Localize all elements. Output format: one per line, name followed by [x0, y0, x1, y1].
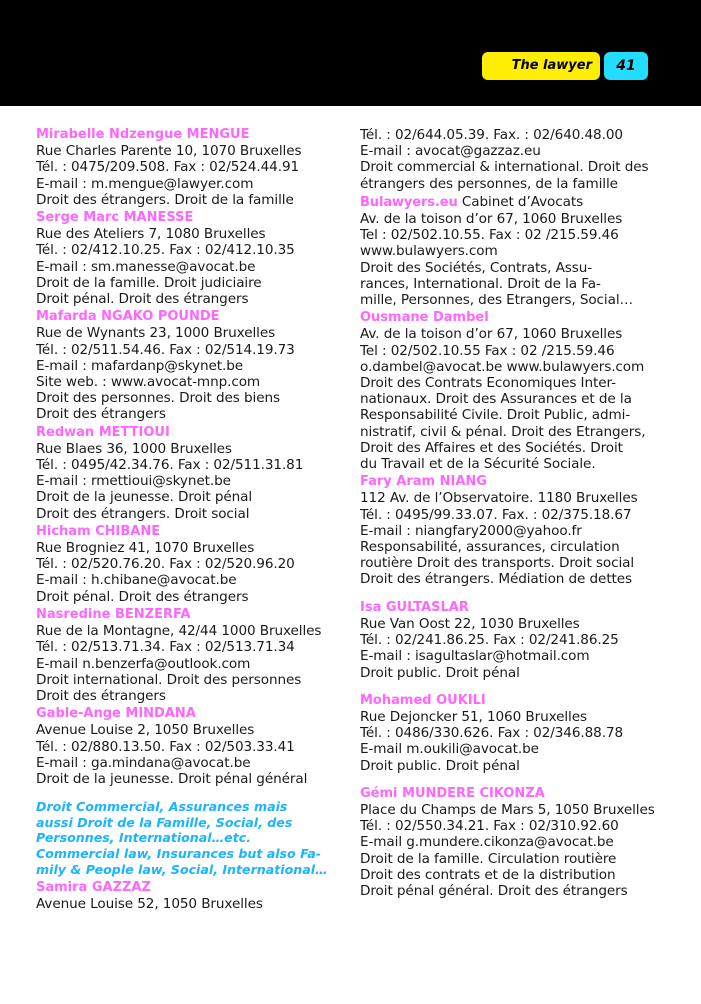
note-line: aussi Droit de la Famille, Social, des — [36, 814, 293, 830]
entry-line: Droit des Sociétés, Contrats, Assu- — [360, 259, 593, 276]
entry-line: Rue Charles Parente 10, 1070 Bruxelles — [36, 143, 302, 160]
practice-areas-note — [36, 799, 354, 877]
lawyer-entry — [360, 310, 680, 472]
entry-line: Avenue Louise 2, 1050 Bruxelles — [36, 722, 255, 739]
note-line: mily & People law, Social, International… — [36, 861, 328, 877]
lawyer-entry — [360, 786, 680, 899]
entry-line: E-mail : sm.manesse@avocat.be — [36, 258, 256, 275]
note-line: Commercial law, Insurances but also Fa- — [36, 845, 321, 861]
lawyer-name: Ousmane Dambel — [360, 310, 489, 326]
entry-line: Rue Dejoncker 51, 1060 Bruxelles — [360, 708, 587, 725]
spacer — [360, 590, 680, 600]
lawyer-name: Mafarda NGAKO POUNDE — [36, 309, 220, 325]
entry-line: étrangers des personnes, de la famille — [360, 175, 618, 192]
entry-line: Droit pénal. Droit des étrangers — [36, 588, 249, 605]
entry-line: Avenue Louise 52, 1050 Bruxelles — [36, 896, 263, 913]
entry-line: E-mail g.mundere.cikonza@avocat.be — [360, 834, 614, 851]
page-number-badge: 41 — [604, 52, 648, 80]
entry-line: Droit des contrats et de la distribution — [360, 866, 616, 883]
entry-line: Droit de la famille. Circulation routière — [360, 850, 617, 867]
entry-line: Tél. : 02/520.76.20. Fax : 02/520.96.20 — [36, 556, 295, 573]
entry-line: E-mail : niangfary2000@yahoo.fr — [360, 522, 582, 539]
entry-line: nationaux. Droit des Assurances et de la — [360, 391, 632, 408]
entry-line: Droit public. Droit pénal — [360, 757, 520, 774]
lawyer-name-line — [360, 194, 680, 211]
entry-line: Droit des étrangers — [36, 687, 166, 704]
entry-line: Droit commercial & international. Droit des — [360, 159, 649, 176]
entry-line: Droit international. Droit des personnes — [36, 671, 302, 688]
entry-line: nistratif, civil & pénal. Droit des Etrangers, — [360, 423, 646, 440]
entry-line: Rue de Wynants 23, 1000 Bruxelles — [36, 325, 276, 342]
spacer — [360, 683, 680, 693]
entry-line: Tel : 02/502.10.55 Fax : 02 /215.59.46 — [360, 342, 615, 359]
entry-line: Tél. : 02/880.13.50. Fax : 02/503.33.41 — [36, 738, 295, 755]
lawyer-name: Nasredine BENZERFA — [36, 606, 191, 622]
lawyer-name: Gable-Ange MINDANA — [36, 706, 196, 722]
lawyer-entry — [360, 693, 680, 774]
firm-lines — [360, 211, 680, 308]
entry-line: mille, Personnes, des Etrangers, Social… — [360, 292, 634, 309]
note-line: Personnes, International…etc. — [36, 830, 251, 846]
entry-line: Tél. : 0495/99.33.07. Fax. : 02/375.18.67 — [360, 506, 632, 523]
entry-line: E-mail : mafardanp@skynet.be — [36, 357, 244, 374]
entry-line: Place du Champs de Mars 5, 1050 Bruxelles — [360, 801, 655, 818]
entry-line: www.bulawyers.com — [360, 243, 498, 260]
entry-line: Droit pénal. Droit des étrangers — [36, 291, 249, 308]
lawyer-entry — [360, 600, 680, 681]
entry-line: Tel : 02/502.10.55. Fax : 02 /215.59.46 — [360, 227, 619, 244]
lawyer-entry — [360, 127, 680, 192]
lawyer-entry — [36, 425, 354, 522]
entry-line: Droit public. Droit pénal — [360, 664, 520, 681]
entry-line: E-mail : rmettioui@skynet.be — [36, 473, 231, 490]
entry-line: Tél. : 02/511.54.46. Fax : 02/514.19.73 — [36, 341, 295, 358]
entry-line: Droit de la jeunesse. Droit pénal général — [36, 770, 308, 787]
entry-line: Droit des étrangers — [36, 406, 166, 423]
left-last-entry — [36, 880, 354, 912]
entry-line: Tél. : 0486/330.626. Fax : 02/346.88.78 — [360, 725, 624, 742]
spacer — [360, 776, 680, 786]
lawyer-entry — [360, 194, 680, 308]
entry-line: routière Droit des transports. Droit social — [360, 555, 635, 572]
firm-name-suffix: Cabinet d’Avocats — [457, 193, 584, 210]
entry-line: Tél. : 02/550.34.21. Fax : 02/310.92.60 — [360, 818, 619, 835]
entry-line: Droit des étrangers. Droit social — [36, 505, 250, 522]
entry-line: Rue de la Montagne, 42/44 1000 Bruxelles — [36, 623, 322, 640]
entry-line: Tél. : 02/241.86.25. Fax : 02/241.86.25 — [360, 632, 619, 649]
entry-line: Droit des étrangers. Droit de la famille — [36, 191, 294, 208]
lawyer-name: Gémi MUNDERE CIKONZA — [360, 785, 545, 801]
entry-line: 112 Av. de l’Observatoire. 1180 Bruxelles — [360, 490, 638, 507]
continued-entry — [360, 127, 680, 192]
lawyer-entry — [360, 474, 680, 587]
lawyer-name: Isa GULTASLAR — [360, 599, 469, 615]
entry-line: Droit des Contrats Economiques Inter- — [360, 375, 616, 392]
lawyer-name: Redwan METTIOUI — [36, 424, 170, 440]
lawyer-name: Hicham CHIBANE — [36, 523, 161, 539]
right-entries-b — [360, 600, 680, 899]
entry-line: E-mail : avocat@gazzaz.eu — [360, 143, 541, 160]
entry-line: Rue Brogniez 41, 1070 Bruxelles — [36, 540, 255, 557]
lawyer-entry — [36, 607, 354, 704]
lawyer-entry — [36, 127, 354, 208]
entry-line: Tél. : 02/513.71.34. Fax : 02/513.71.34 — [36, 639, 295, 656]
entry-line: du Travail et de la Sécurité Sociale. — [360, 456, 596, 473]
entry-line: Droit des Affaires et des Sociétés. Droit — [360, 439, 623, 456]
right-entries-a — [360, 310, 680, 587]
lawyer-name: Serge Marc MANESSE — [36, 210, 194, 226]
section-title-badge: The lawyer — [482, 52, 600, 80]
entry-line: Droit de la famille. Droit judiciaire — [36, 274, 262, 291]
entry-line: Droit de la jeunesse. Droit pénal — [36, 489, 253, 506]
lawyer-name: Mirabelle Ndzengue MENGUE — [36, 127, 250, 142]
entry-line: Droit des personnes. Droit des biens — [36, 390, 280, 407]
entry-line: o.dambel@avocat.be www.bulawyers.com — [360, 358, 645, 375]
entry-line: rances, International. Droit de la Fa- — [360, 275, 601, 292]
entry-line: E-mail : h.chibane@avocat.be — [36, 572, 237, 589]
entry-line: Site web. : www.avocat-mnp.com — [36, 374, 261, 391]
entry-line: Av. de la toison d’or 67, 1060 Bruxelles — [360, 326, 623, 343]
entry-line: E-mail : m.mengue@lawyer.com — [36, 175, 254, 192]
entry-line: Droit des étrangers. Médiation de dettes — [360, 571, 633, 588]
entry-line: Rue Van Oost 22, 1030 Bruxelles — [360, 615, 580, 632]
entry-line: E-mail n.benzerfa@outlook.com — [36, 655, 251, 672]
entry-line: E-mail : isagultaslar@hotmail.com — [360, 648, 590, 665]
entry-line: Tél. : 0475/209.508. Fax : 02/524.44.91 — [36, 159, 300, 176]
left-column — [36, 127, 354, 913]
note-line: Droit Commercial, Assurances mais — [36, 799, 288, 815]
lawyer-name: Mohamed OUKILI — [360, 692, 486, 708]
firm-name: Bulawyers.eu — [360, 194, 458, 210]
lawyer-entry — [36, 706, 354, 787]
lawyer-entry — [36, 210, 354, 307]
entry-line: Av. de la toison d’or 67, 1060 Bruxelles — [360, 211, 623, 228]
entry-line: Rue des Ateliers 7, 1080 Bruxelles — [36, 226, 266, 243]
lawyer-name: Samira GAZZAZ — [36, 880, 151, 896]
lawyer-name: Fary Aram NIANG — [360, 474, 487, 490]
entry-line: E-mail : ga.mindana@avocat.be — [36, 754, 251, 771]
entry-line: Tél. : 0495/42.34.76. Fax : 02/511.31.81 — [36, 457, 304, 474]
lawyer-entry — [36, 309, 354, 422]
entry-line: Rue Blaes 36, 1000 Bruxelles — [36, 440, 232, 457]
right-column — [360, 127, 680, 901]
entry-line: Droit pénal général. Droit des étrangers — [360, 882, 628, 899]
entry-line: Responsabilité Civile. Droit Public, admi- — [360, 407, 631, 424]
header-bar — [0, 0, 701, 106]
entry-line: E-mail m.oukili@avocat.be — [360, 741, 539, 758]
entry-line: Tél. : 02/644.05.39. Fax. : 02/640.48.00 — [360, 127, 623, 143]
entry-line: Tél. : 02/412.10.25. Fax : 02/412.10.35 — [36, 242, 295, 259]
entry-line: Responsabilité, assurances, circulation — [360, 539, 620, 556]
left-entries — [36, 127, 354, 787]
lawyer-entry — [36, 524, 354, 605]
